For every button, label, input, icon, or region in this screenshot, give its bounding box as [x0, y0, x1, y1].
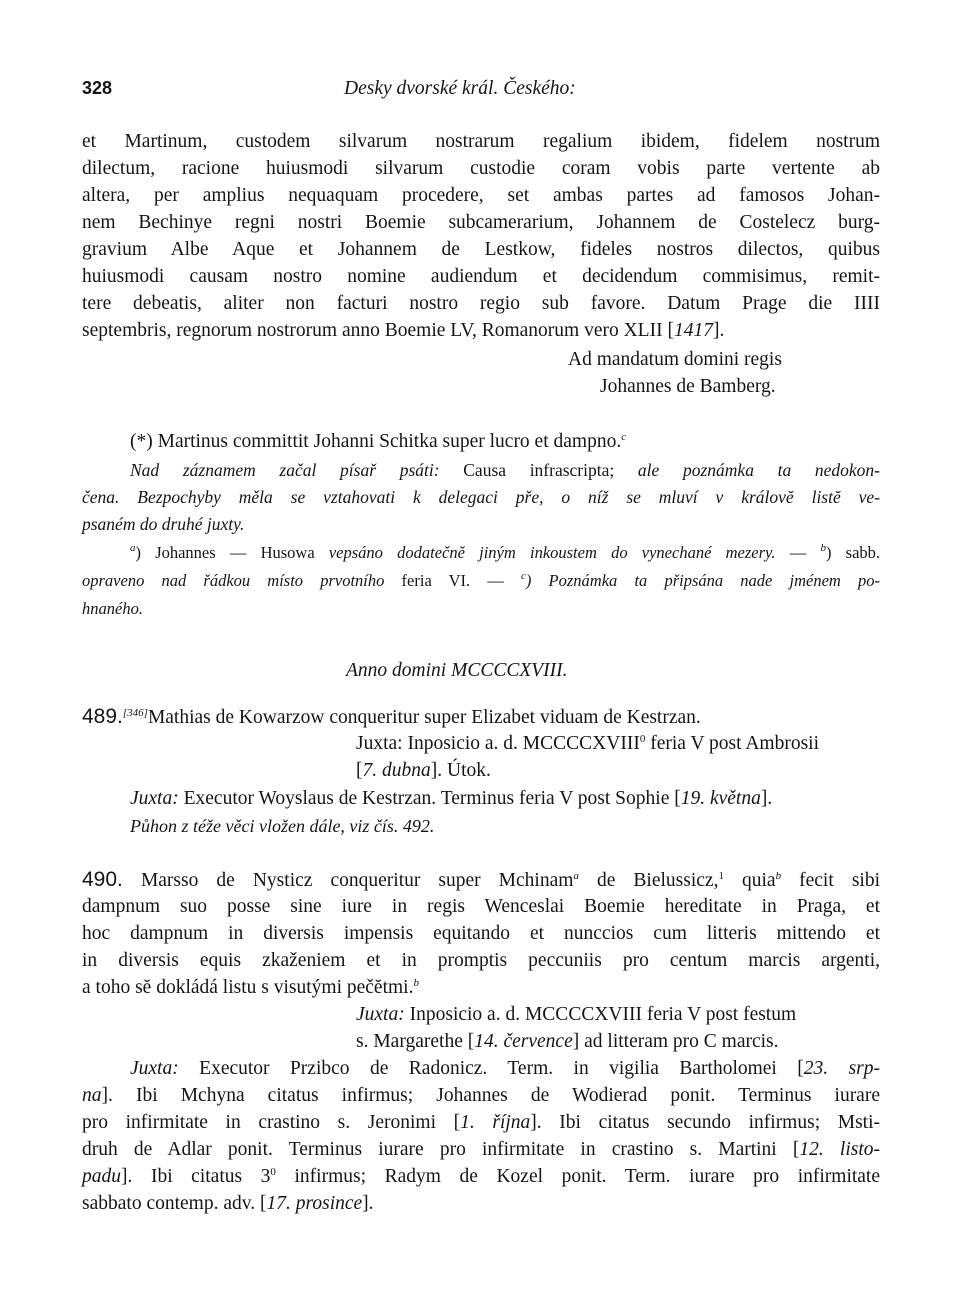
text-line: nem Bechinye regni nostri Boemie subcamerarium, Johannem de Costelecz burg- [82, 212, 880, 233]
entry-489-line: 489.[346]Mathias de Kowarzow conqueritur super Elizabet viduam de Kestrzan. [82, 705, 701, 728]
text-line: dilectum, racione huiusmodi silvarum custodie coram vobis parte vertente ab [82, 158, 880, 179]
running-title: Desky dvorské král. Českého: [344, 78, 576, 99]
editor-comment-line: čena. Bezpochyby měla se vztahovati k delegaci pře, o níž se mluví v královĕ listĕ ve- [82, 487, 880, 507]
entry-490-juxta: Juxta: Inposicio a. d. MCCCCXVIII feria V post festum [356, 1004, 797, 1025]
year-heading: Anno domini MCCCCXVIII. [346, 660, 568, 681]
editor-comment-line: Nad záznamem začal písař psáti: Causa infrascripta; ale poznámka ta nedokon- [130, 460, 881, 480]
entry-489-note: Půhon z téže věci vložen dále, viz čís. 492. [130, 816, 435, 836]
text-line: huiusmodi causam nostro nomine audiendum et decidendum commisimus, remit- [82, 266, 880, 287]
text-line: altera, per amplius nequaquam procedere, set ambas partes ad famosos Johan- [82, 185, 880, 206]
text-line: septembris, regnorum nostrorum anno Boemie LV, Romanorum vero XLII [1417]. [82, 320, 725, 341]
footnote-line: hnaného. [82, 599, 143, 618]
entry-490-line: 490. Marsso de Nysticz conqueritur super Mchinam$^a$ de Bielussicz,$^1$ quia$^b$ fecit sibi [82, 868, 880, 891]
entry-490-line: hoc dampnum in diversis impensis equitando et nunccios cum litteris mittendo et [82, 923, 880, 944]
footnote-line: $^a$) Johannes — Husowa vepsáno dodatečně jiným inkoustem do vynechané mezery. — $^b$) sabb. [130, 542, 881, 562]
signature-line-1: Ad mandatum domini regis [568, 349, 782, 370]
footnote-line: opraveno nad řádkou místo prvotního feria VI. — $^c$) Poznámka ta připsána nade jménem po- [82, 570, 880, 590]
entry-490-line: a toho sĕ dokládá listu s visutými pečĕtmi.$^b$ [82, 977, 419, 998]
entry-489-line: [7. dubna]. Útok. [356, 760, 491, 781]
signature-line-2: Johannes de Bamberg. [600, 376, 776, 397]
page-reference: [346] [122, 707, 148, 719]
entry-number: 490. [82, 868, 123, 891]
entry-489-line: Juxta: Executor Woyslaus de Kestrzan. Terminus feria V post Sophie [19. května]. [130, 788, 773, 809]
text-line: et Martinum, custodem silvarum nostrarum regalium ibidem, fidelem nostrum [82, 131, 880, 152]
entry-490-line: in diversis equis zkaženiem et in promptis peccuniis pro centum marcis argenti, [82, 950, 880, 971]
entry-490-line: pro infirmitate in crastino s. Jeronimi [1. října]. Ibi citatus secundo infirmus; Msti- [82, 1112, 880, 1133]
text-line: tere debeatis, aliter non facturi nostro regio sub favore. Datum Prage die IIII [82, 293, 880, 314]
marginal-note: (*) Martinus committit Johanni Schitka super lucro et dampno.$^c$ [130, 431, 627, 452]
entry-490-line: druh de Adlar ponit. Terminus iurare pro infirmitate in crastino s. Martini [12. listo- [82, 1139, 880, 1160]
page-number: 328 [82, 78, 113, 98]
entry-490-line: sabbato contemp. adv. [17. prosince]. [82, 1193, 374, 1214]
entry-490-line: dampnum suo posse sine iure in regis Wenceslai Boemie hereditate in Praga, et [82, 896, 880, 917]
entry-490-line: na]. Ibi Mchyna citatus infirmus; Johannes de Wodierad ponit. Terminus iurare [82, 1085, 880, 1106]
entry-490-line: padu]. Ibi citatus $3^0$ infirmus; Radym de Kozel ponit. Term. iurare pro infirmitate [82, 1166, 881, 1187]
entry-490-line: Juxta: Executor Przibco de Radonicz. Term. in vigilia Bartholomei [23. srp- [130, 1058, 881, 1079]
entry-490-juxta: s. Margarethe [14. července] ad litteram pro C marcis. [356, 1031, 779, 1052]
editor-comment-line: psaném do druhé juxty. [82, 514, 245, 534]
entry-number: 489. [82, 705, 123, 728]
text-line: gravium Albe Aque et Johannem de Lestkow, fideles nostros dilectos, quibus [82, 239, 880, 260]
entry-489-line: Juxta: Inposicio a. d. MCCCCXVIII$^0$ feria V post Ambrosii [356, 733, 820, 754]
